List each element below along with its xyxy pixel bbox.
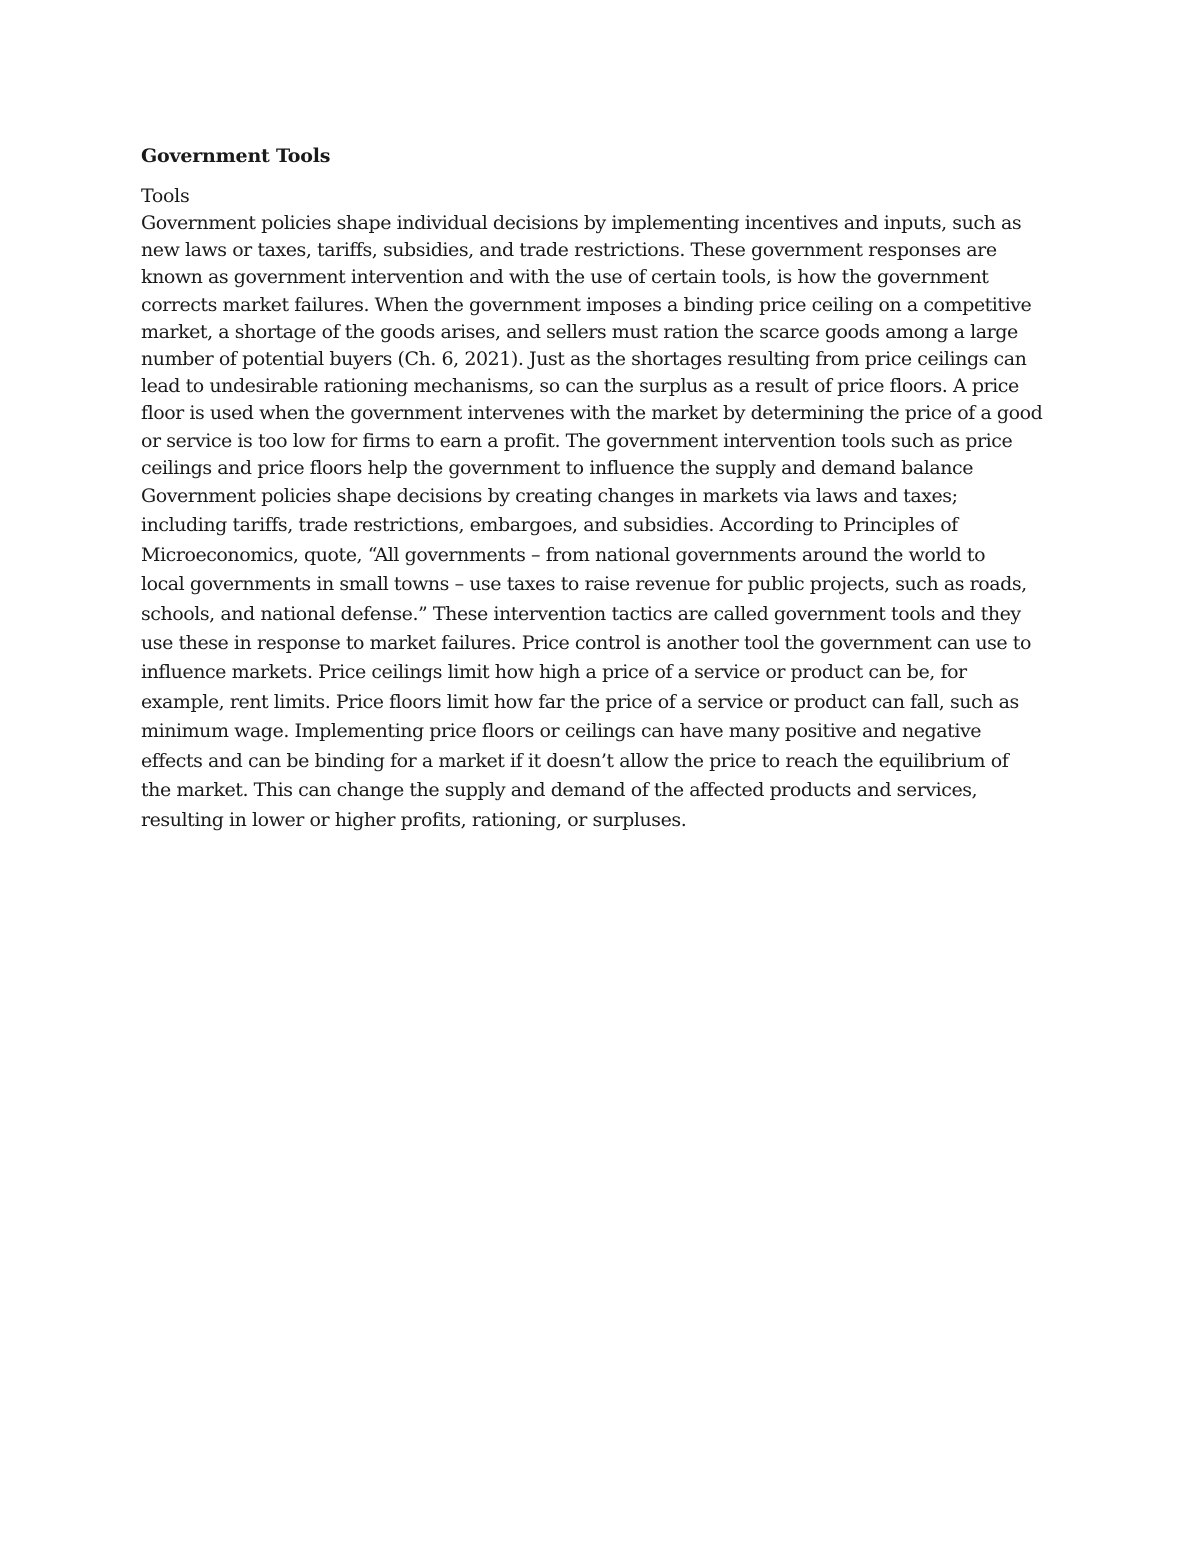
body-line: ceilings and price floors help the government to influence the supply and demand balance [141,456,974,479]
body-line: Government policies shape decisions by creating changes in markets via laws and taxes; [141,485,958,508]
body-line: lead to undesirable rationing mechanisms, so can the surplus as a result of price floors. A price [141,375,1019,398]
body-line: Government policies shape individual decisions by implementing incentives and inputs, such as [141,212,1022,234]
body-line: number of potential buyers (Ch. 6, 2021). Just as the shortages resulting from price ceilings can [141,348,1027,371]
body-line: influence markets. Price ceilings limit how high a price of a service or product can be, for [141,661,967,684]
body-line: new laws or taxes, tariffs, subsidies, and trade restrictions. These government responses are [141,239,997,262]
body-line: the market. This can change the supply and demand of the affected products and services, [141,779,978,802]
body-line: minimum wage. Implementing price floors or ceilings can have many positive and negative [141,720,982,743]
body-line: local governments in small towns – use taxes to raise revenue for public projects, such as roads, [141,573,1027,596]
body-line: schools, and national defense.” These intervention tactics are called government tools and they [141,602,1021,625]
body-line: Microeconomics, quote, “All governments – from national governments around the world to [141,543,986,566]
section-label: Tools [141,185,190,207]
body-line: effects and can be binding for a market if it doesn’t allow the price to reach the equilibrium of [141,749,1009,772]
body-line: resulting in lower or higher profits, rationing, or surpluses. [141,808,687,831]
body-line: floor is used when the government intervenes with the market by determining the price of a good [141,402,1043,425]
body-line: known as government intervention and with the use of certain tools, is how the government [141,266,989,289]
body-line: use these in response to market failures. Price control is another tool the government can use to [141,632,1031,655]
body-paragraph [141,210,1061,835]
body-line: market, a shortage of the goods arises, and sellers must ration the scarce goods among a large [141,320,1018,343]
body-line: corrects market failures. When the government imposes a binding price ceiling on a competitive [141,293,1032,316]
body-line: example, rent limits. Price floors limit how far the price of a service or product can fall, such as [141,690,1019,713]
body-line: including tariffs, trade restrictions, embargoes, and subsidies. According to Principles of [141,514,958,537]
document-title: Government Tools [141,145,331,167]
document-content [141,141,1061,835]
body-line: or service is too low for firms to earn a profit. The government intervention tools such as price [141,429,1013,452]
